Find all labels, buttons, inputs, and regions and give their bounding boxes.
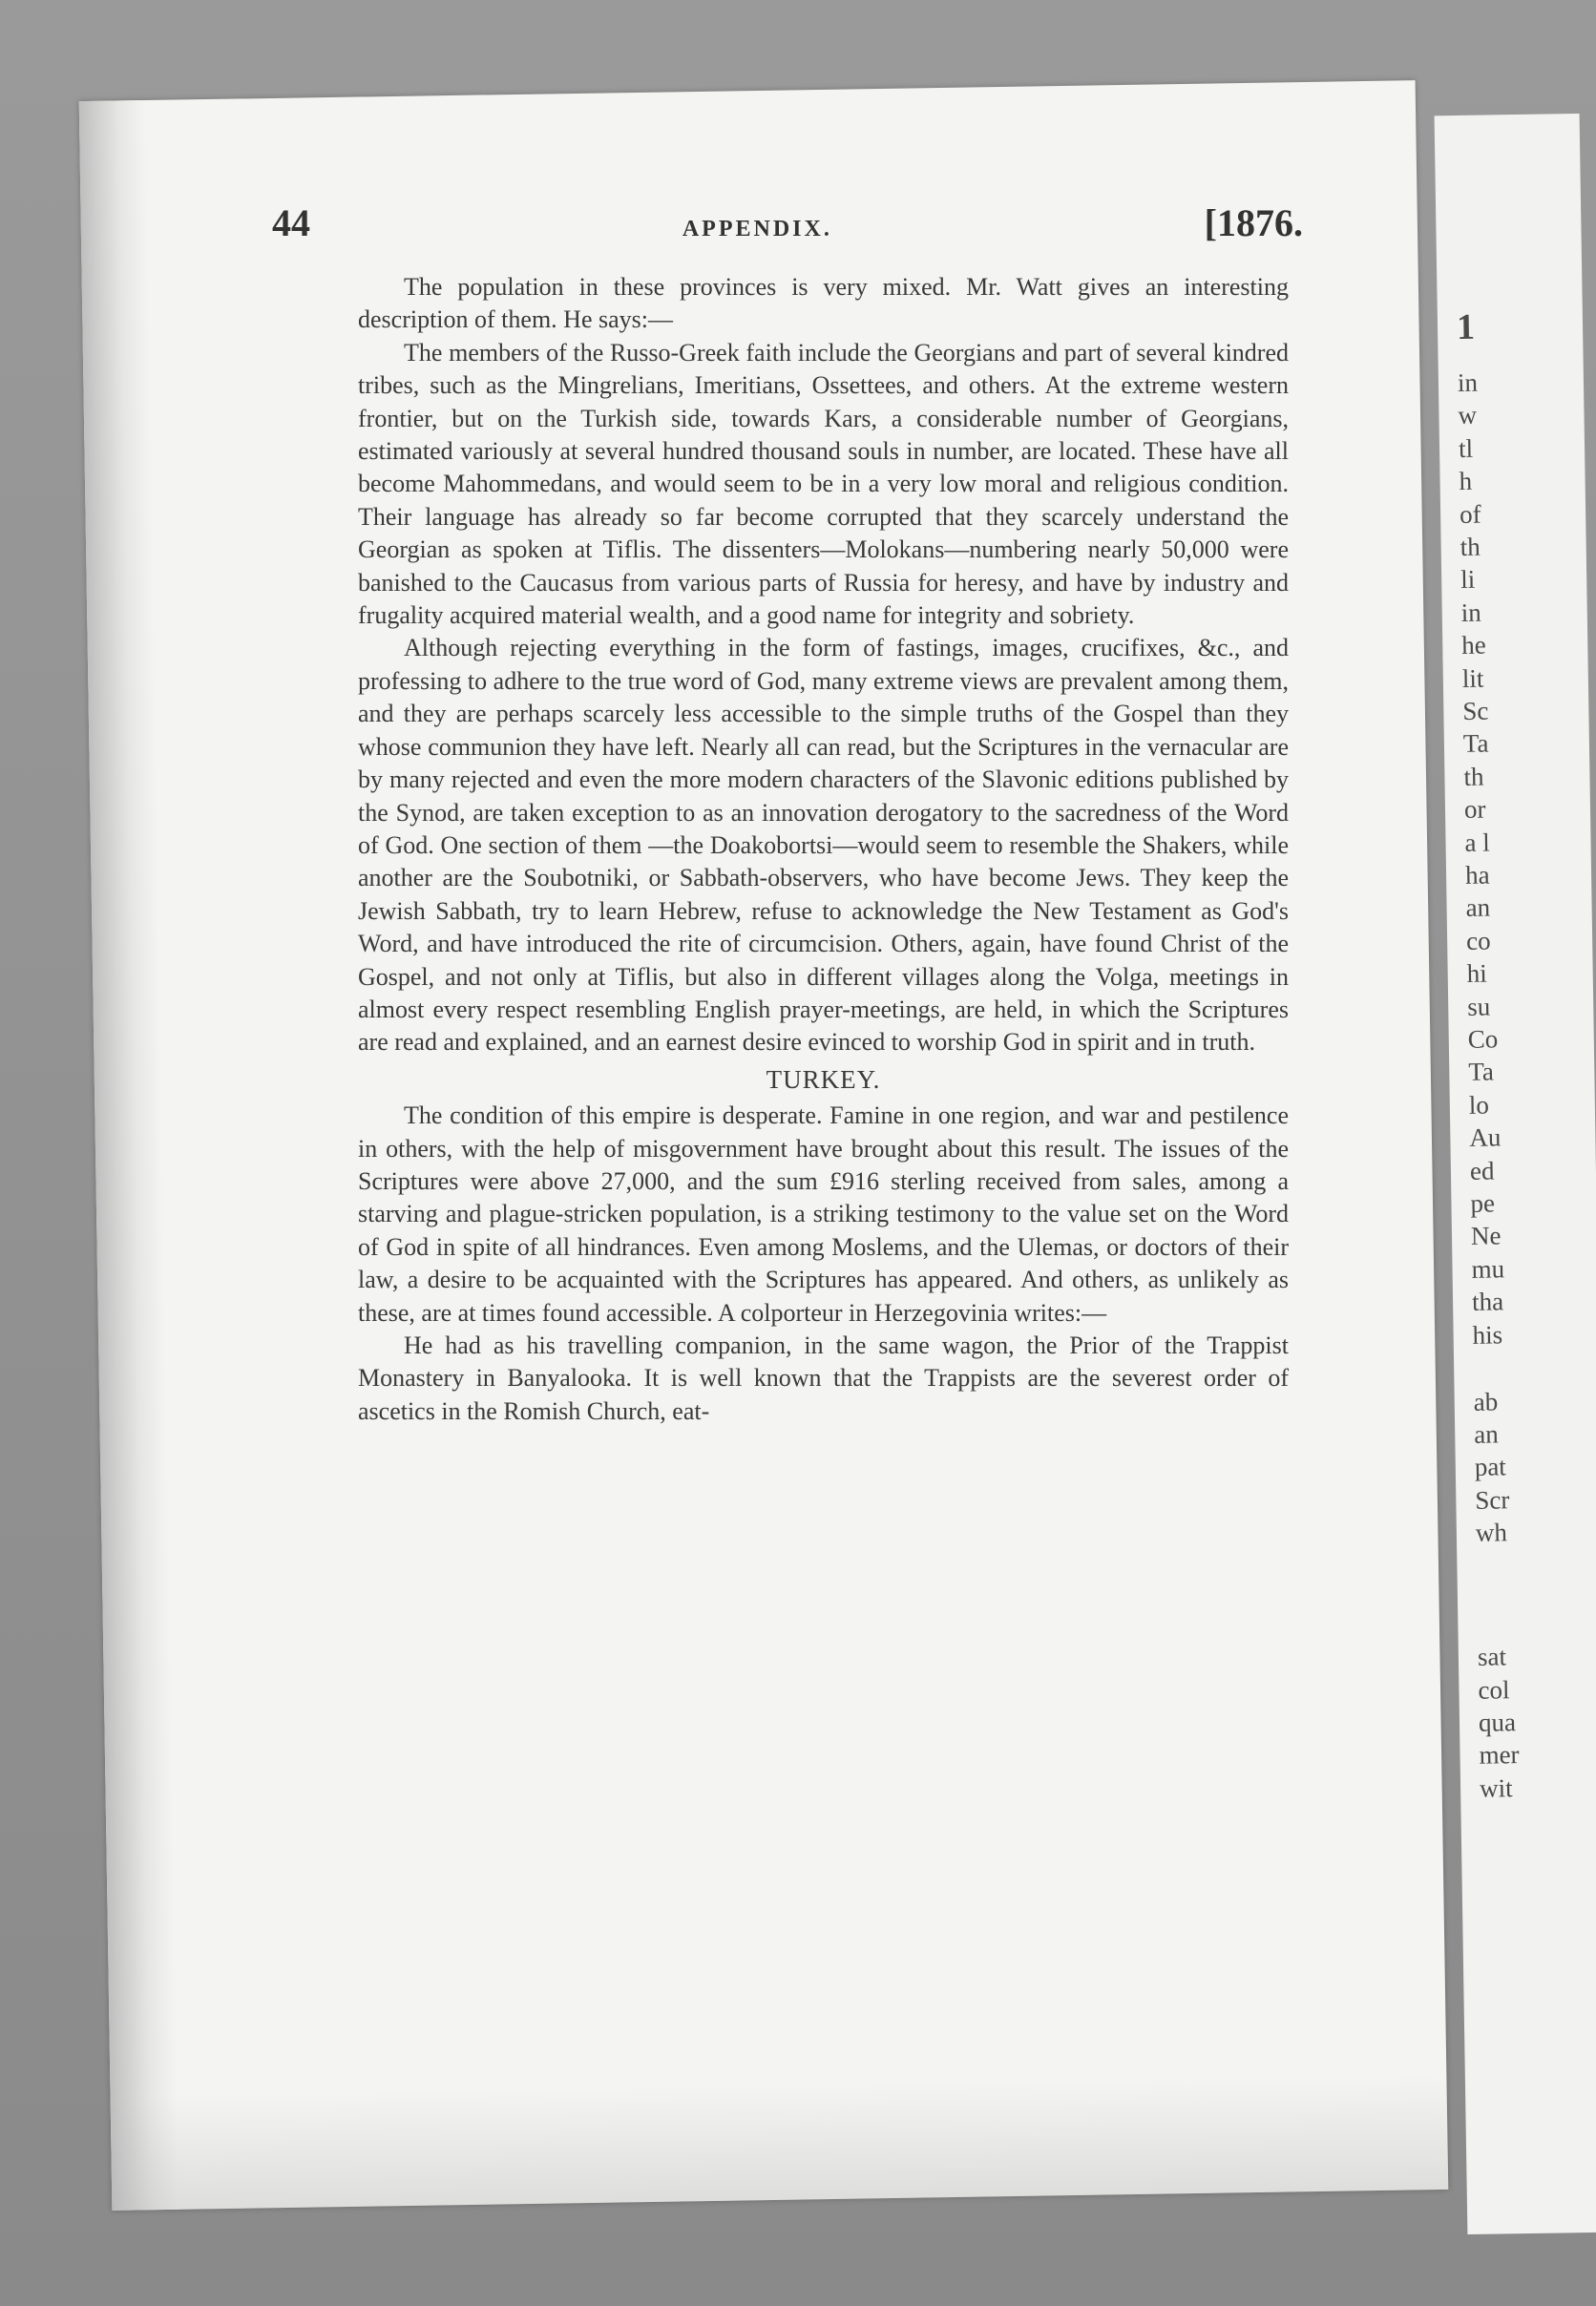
page-bottom-shadow <box>111 2075 1449 2211</box>
facing-page-line-fragment: pat <box>1474 1452 1507 1482</box>
facing-page-line-fragment: in <box>1460 597 1482 627</box>
facing-page-line-fragment: a l <box>1464 828 1491 857</box>
facing-page-line-fragment: hi <box>1466 958 1487 989</box>
facing-page-line-fragment: of <box>1459 499 1481 529</box>
section-heading: TURKEY. <box>766 1064 881 1094</box>
running-head <box>272 200 1303 258</box>
facing-page-line-fragment: ha <box>1464 860 1490 890</box>
facing-page-line-fragment: lo <box>1468 1090 1490 1120</box>
facing-page-line-fragment: w <box>1458 401 1478 430</box>
facing-page-line-fragment: col <box>1478 1674 1510 1705</box>
facing-page-line-fragment: tl <box>1458 433 1474 463</box>
facing-page-line-fragment: an <box>1474 1419 1499 1449</box>
facing-page-line-fragment: th <box>1463 762 1484 791</box>
facing-page-line-fragment: 1 <box>1456 306 1476 347</box>
facing-page-line-fragment: mu <box>1471 1254 1505 1284</box>
facing-page-line-fragment: mer <box>1479 1740 1520 1771</box>
facing-page-line-fragment: ed <box>1469 1156 1495 1185</box>
facing-page-line-fragment: su <box>1467 992 1491 1021</box>
paragraph: The population in these provinces is very mixed. Mr. Watt gives an interesting description of them. He says:— <box>358 273 1289 334</box>
paragraph: Although rejecting everything in the form of fastings, images, crucifixes, &c., and professing to adhere to the true word of God, many extreme views are prevalent among them, and they are perhaps scarcely less accessible to the simple truths of the Gospel than they whose communion they have left. Nearly all can read, but the Scriptures in the vernacular are by many rejected and even the more modern characters of the Slavonic editions published by the Synod, are taken exception to as an innovation derogatory to the sacredness of the Word of God. One section of them —the Doakobortsi—would seem to resemble the Shakers, while another are the Soubotniki, or Sabbath-observers, who have become Jews. They keep the Jewish Sabbath, try to learn Hebrew, refuse to acknowledge the New Testament as God's Word, and have introduced the rite of circumcision. Others, again, have found Christ of the Gospel, and not only at Tiflis, but also in different villages along the Volga, meetings in almost every respect resembling English prayer-meetings, are held, in which the Scriptures are read and explained, and an earnest desire evinced to worship God in spirit and in truth. <box>358 634 1289 1057</box>
facing-page-line-fragment: Ne <box>1470 1221 1502 1251</box>
facing-page-line-fragment: Ta <box>1468 1057 1495 1087</box>
facing-page-line-fragment: tha <box>1471 1287 1504 1317</box>
facing-page-line-fragment: h <box>1459 466 1473 496</box>
facing-page-line-fragment: his <box>1472 1319 1503 1350</box>
facing-page-line-fragment: lit <box>1461 663 1484 693</box>
page-number: 44 <box>272 201 310 244</box>
facing-page-line-fragment: Sc <box>1462 696 1489 725</box>
facing-page-line-fragment: Co <box>1467 1024 1499 1054</box>
body-text <box>358 271 1289 1428</box>
facing-page-line-fragment: Ta <box>1462 728 1489 759</box>
facing-page-line-fragment: wh <box>1475 1518 1508 1548</box>
facing-page-line-fragment: he <box>1461 630 1487 660</box>
paragraph: He had as his travelling companion, in the same wagon, the Prior of the Trappist Monastery in Banyalooka. It is well known that the Trappists are the severest order of ascetics in the Romish Church, eat- <box>358 1331 1289 1425</box>
facing-page-line-fragment: ab <box>1473 1387 1499 1416</box>
facing-page-line-fragment: wit <box>1479 1773 1513 1803</box>
facing-page-line-fragment: qua <box>1478 1708 1517 1737</box>
facing-page-line-fragment: or <box>1463 794 1486 825</box>
paragraph: The members of the Russo-Greek faith include the Georgians and part of several kindred tribes, such as the Mingrelians, Imeritians, Ossettees, and others. At the extreme western frontier, but on the Turkish side, towards Kars, a considerable number of Georgians, estimated variously at several hundred thousand souls in number, are located. These have all become Mahommedans, and would seem to be in a very low moral and religious condition. Their language has already so far become corrupted that they scarcely understand the Georgian as spoken at Tiflis. The dissenters—Molokans—numbering nearly 50,000 were banished to the Caucasus from various parts of Russia for heresy, and have by industry and frugality acquired material wealth, and a good name for integrity and sobriety. <box>358 338 1289 630</box>
paragraph: The condition of this empire is desperate. Famine in one region, and war and pestilence in others, with the help of misgovernment have brought about this result. The issues of the Scriptures were above 27,000, and the sum £916 sterling received from sales, among a starving and plague-stricken population, is a striking testimony to the value set on the Word of God in spite of all hindrances. Even among Moslems, and the Ulemas, or doctors of their law, a desire to be acquainted with the Scriptures has appeared. And others, as unlikely as these, are at times found accessible. A colporteur in Herzegovinia writes:— <box>358 1101 1289 1327</box>
running-head-year: [1876. <box>1204 201 1303 244</box>
facing-page-line-fragment: Au <box>1469 1122 1502 1153</box>
facing-page-line-fragment: sat <box>1477 1642 1507 1672</box>
facing-page-line-fragment: an <box>1465 892 1491 923</box>
facing-page-line-fragment: th <box>1460 532 1480 561</box>
facing-page-line-fragment: co <box>1465 926 1491 955</box>
facing-page-line-fragment: Scr <box>1475 1485 1510 1515</box>
facing-page-line-fragment: pe <box>1470 1188 1496 1218</box>
running-head-title: APPENDIX. <box>682 217 832 241</box>
facing-page-line-fragment: in <box>1457 367 1479 397</box>
facing-page-line-fragment: li <box>1460 565 1476 595</box>
